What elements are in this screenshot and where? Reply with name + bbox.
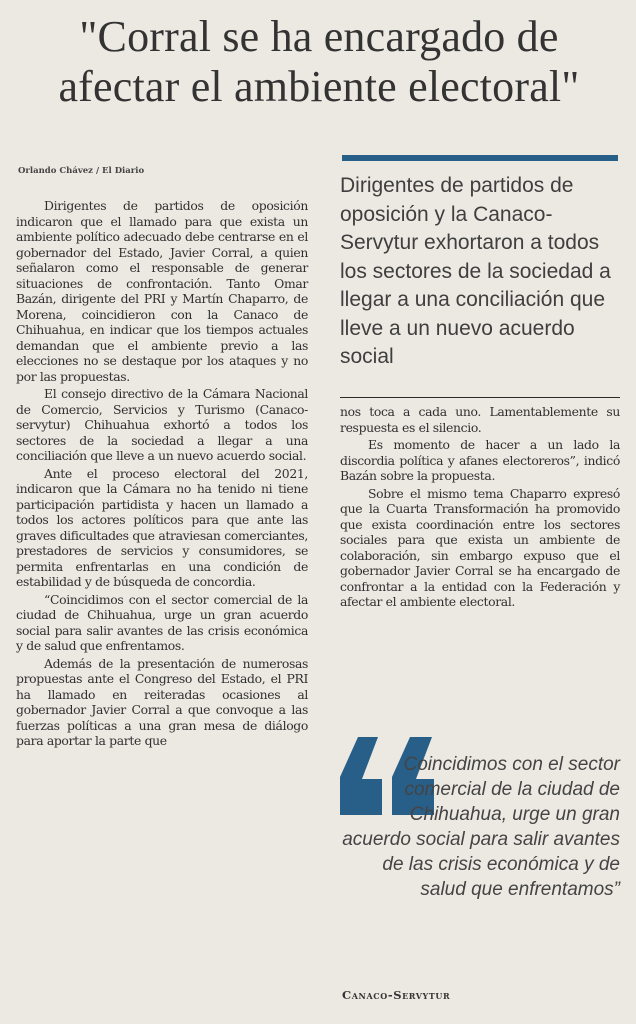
- pull-quote-accent-rule: [342, 155, 618, 161]
- paragraph: Dirigentes de partidos de oposición indicaron que el llamado para que exista un ambiente político adecuado debe centrarse en el gobernador del Estado, Javier Corral, a quien señalaron como el responsable de generar situaciones de confrontación. Tanto Omar Bazán, dirigente del PRI y Martín Chaparro, de Morena, coincidieron con la Canaco de Chihuahua, en indicar que los tiempos actuales demandan que el ambiente previo a las elecciones no se destaque por los ataques y no por las propuestas.: [16, 198, 308, 384]
- paragraph: El consejo directivo de la Cámara Nacional de Comercio, Servicios y Turismo (Canaco-servytur) Chihuahua exhortó a todos los sectores de la sociedad a llegar a una conciliación que lleve a un nuevo acuerdo social.: [16, 386, 308, 463]
- pull-quote-source: Canaco-Servytur: [342, 988, 451, 1002]
- paragraph: Ante el proceso electoral del 2021, indicaron que la Cámara no ha tenido ni tiene participación partidista y hacen un llamado a todos los actores políticos para que ante las graves dificultades que atraviesan comerciantes, prestadores de servicios y consumidores, se permita enfrentarlas en una condición de estabilidad y de búsqueda de concordia.: [16, 465, 308, 589]
- pull-quote-summary: Dirigentes de partidos de oposición y la Canaco-Servytur exhortaron a todos los sectores de la sociedad a llegar a una conciliación que lleve a un nuevo acuerdo social: [340, 174, 611, 368]
- paragraph: “Coincidimos con el sector comercial de la ciudad de Chihuahua, urge un gran acuerdo social para salir avantes de las crisis económica y de salud que enfrentamos.: [16, 591, 308, 653]
- headline: [14, 12, 624, 112]
- headline-line-1: "Corral se ha encargado de: [79, 12, 559, 61]
- headline-line-2: afectar el ambiente electoral": [58, 62, 580, 111]
- byline: Orlando Chávez / El Diario: [18, 166, 145, 176]
- article-left-column: [16, 198, 308, 751]
- pull-quote-text: Coincidimos con el sector comercial de la ciudad de Chihuahua, urge un gran acuerdo social para salir avantes de las crisis económica y de salud que enfrentamos”: [342, 754, 620, 900]
- paragraph: Además de la presentación de numerosas propuestas ante el Congreso del Estado, el PRI ha llamado en reiteradas ocasiones al gobernador Javier Corral a que convoque a las fuerzas políticas a una gran mesa de diálogo para aportar la parte que: [16, 655, 308, 748]
- paragraph: nos toca a cada uno. Lamentablemente su respuesta es el silencio.: [340, 404, 620, 435]
- pull-quote-divider: [340, 397, 620, 398]
- article-right-column: [340, 404, 620, 612]
- paragraph: Es momento de hacer a un lado la discordia política y afanes electoreros”, indicó Bazán sobre la propuesta.: [340, 437, 620, 483]
- paragraph: Sobre el mismo tema Chaparro expresó que la Cuarta Transformación ha promovido que exista coordinación entre los sectores sociales para que exista un ambiente de colaboración, sin embargo expuso que el gobernador Javier Corral se ha encargado de confrontar a la entidad con la Federación y afectar el ambiente electoral.: [340, 485, 620, 609]
